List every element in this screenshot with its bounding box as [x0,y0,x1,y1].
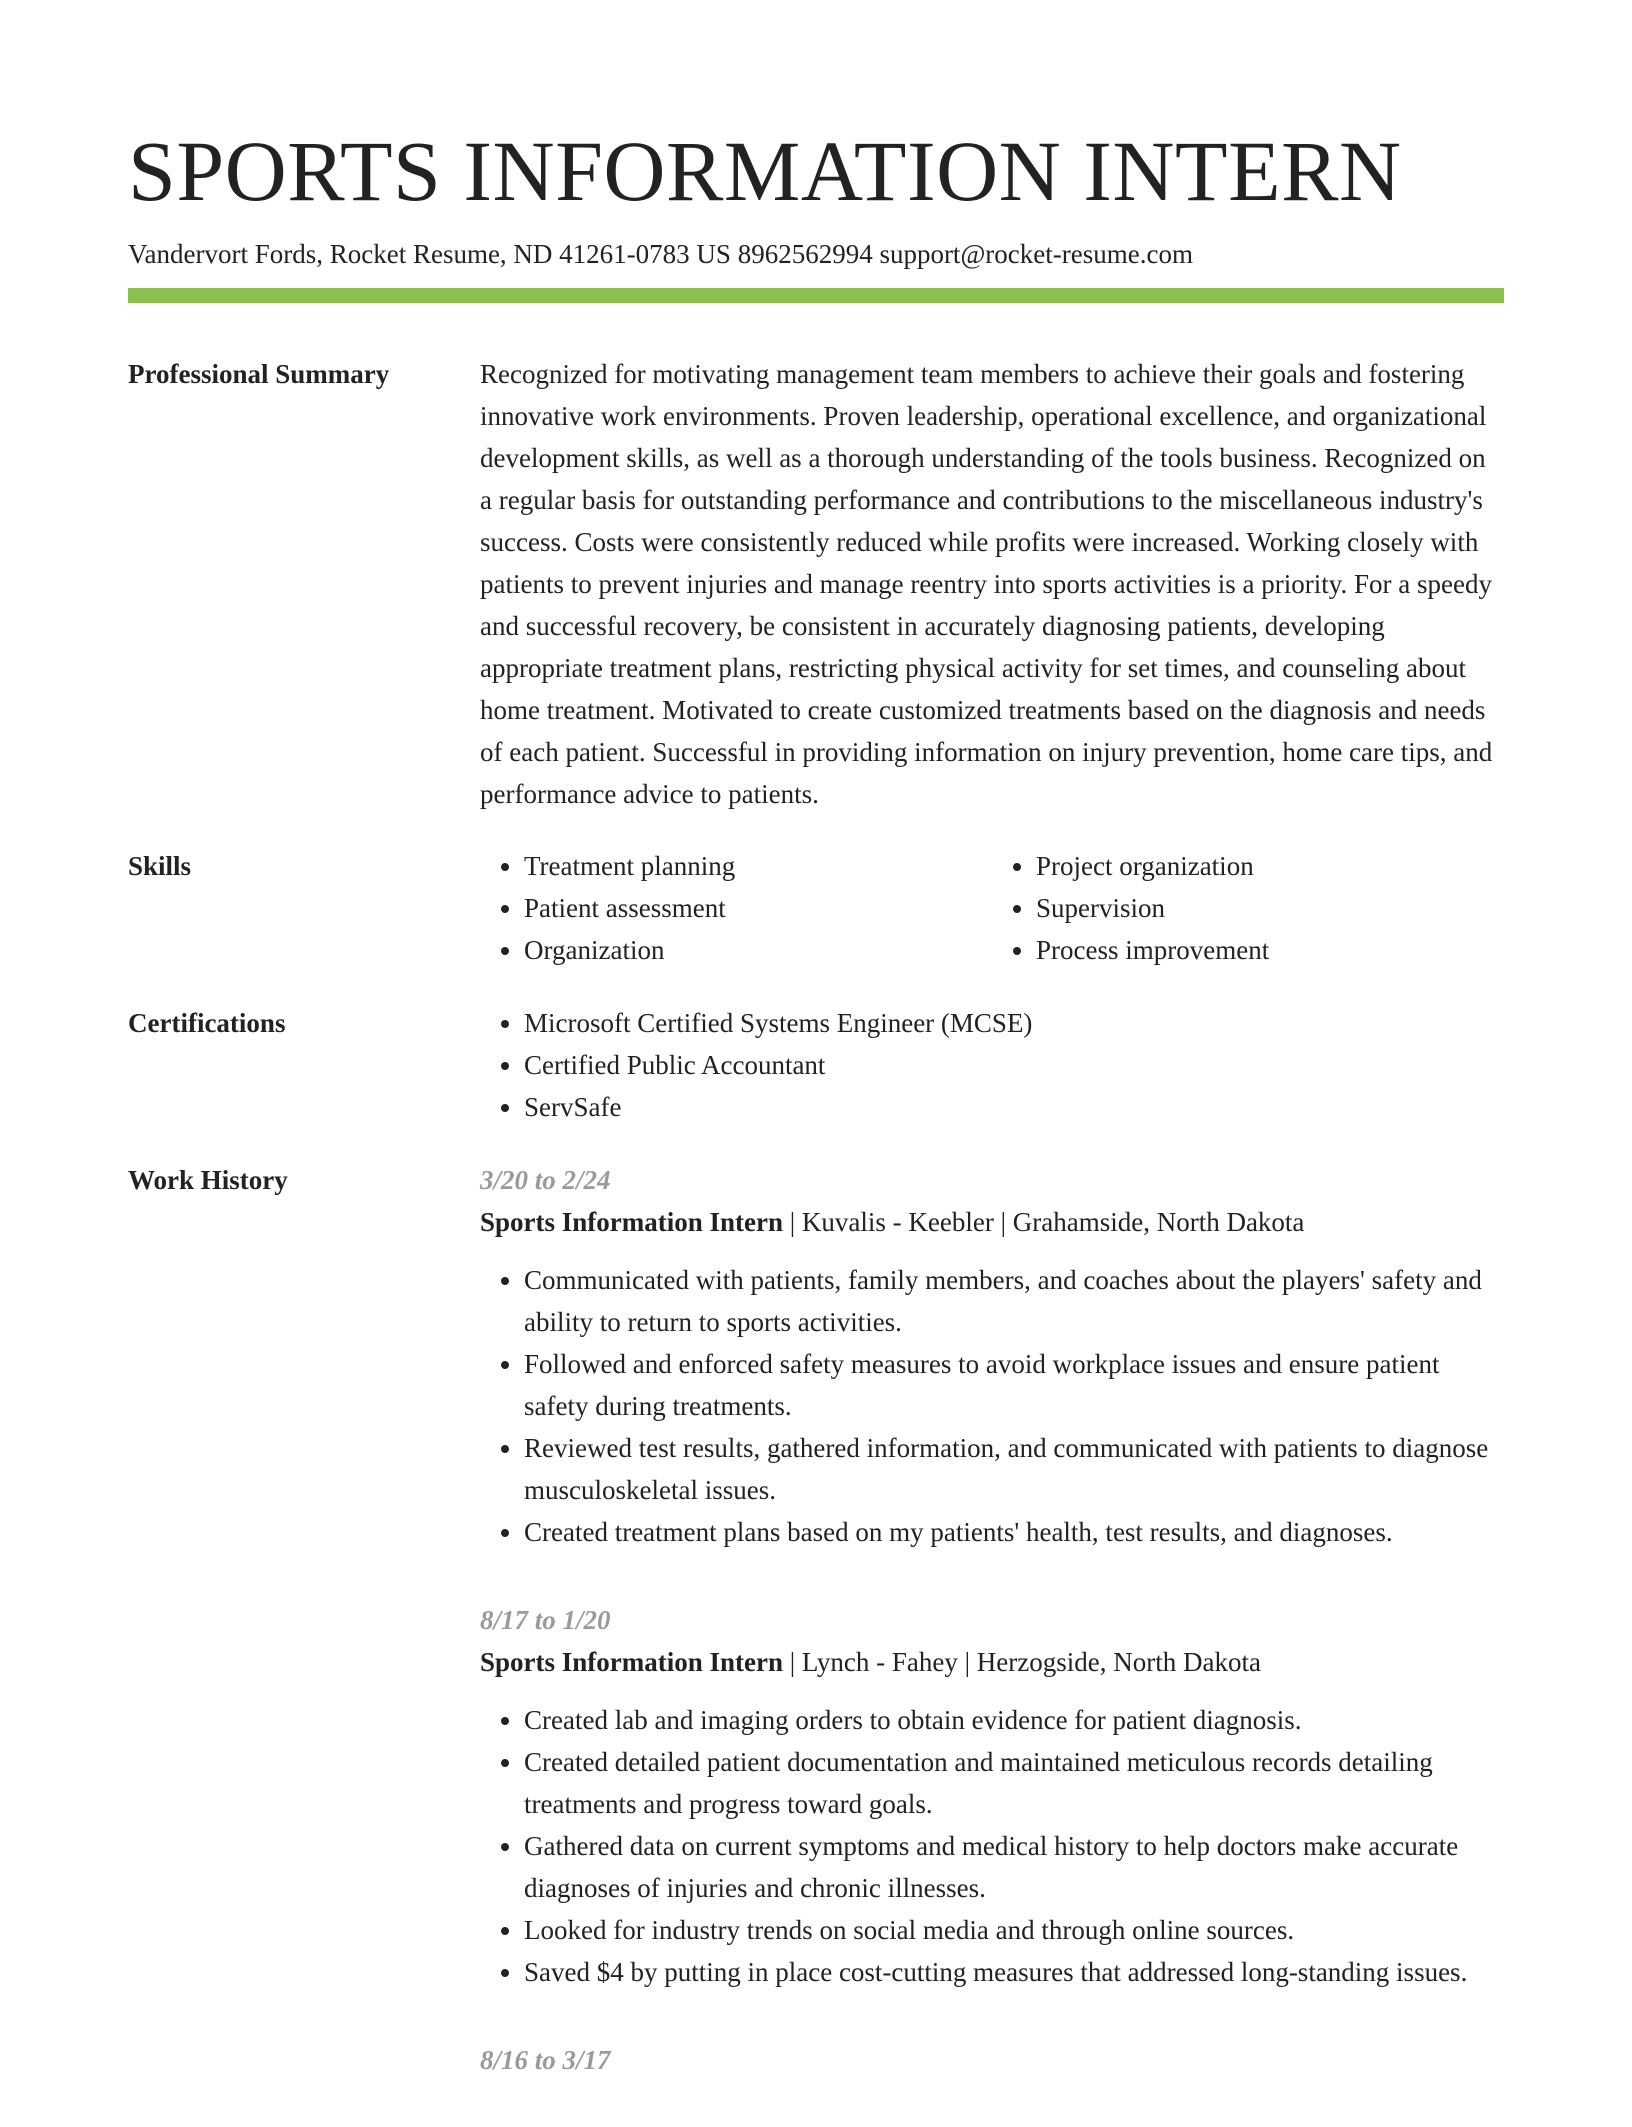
work-history-section [128,1159,1504,2127]
job-bullets [480,1259,1504,1553]
accent-divider [128,288,1504,303]
job-details: | Lynch - Fahey | Herzogside, North Dakota [783,1647,1261,1677]
skills-list-right [992,845,1504,971]
skills-section [128,845,1504,971]
certifications-section [128,1002,1504,1128]
section-label-skills: Skills [128,851,192,881]
job-title: Sports Information Intern [480,1207,784,1237]
skill-item: • Project organization [1036,845,1504,887]
job-bullet: • Created treatment plans based on my patients' health, test results, and diagnoses. [524,1511,1504,1553]
job-title: Sports Information Intern [480,1647,784,1677]
certification-item: • Certified Public Accountant [524,1044,1504,1086]
skill-item: • Patient assessment [524,887,992,929]
section-label-work-history: Work History [128,1165,288,1195]
job-entry [480,2039,1504,2081]
job-details: | Kuvalis - Keebler | Grahamside, North Dakota [783,1207,1305,1237]
section-label-certifications: Certifications [128,1008,286,1038]
job-bullet: • Reviewed test results, gathered information, and communicated with patients to diagnose musculoskeletal issues. [524,1427,1504,1511]
summary-section [128,353,1504,815]
skill-item: • Organization [524,929,992,971]
job-bullet: • Created detailed patient documentation and maintained meticulous records detailing treatments and progress toward goals. [524,1741,1504,1825]
job-entry [480,1599,1504,1993]
job-bullet: • Gathered data on current symptoms and medical history to help doctors make accurate diagnoses of injuries and chronic illnesses. [524,1825,1504,1909]
job-bullet: • Saved $4 by putting in place cost-cutting measures that addressed long-standing issues. [524,1951,1504,1993]
job-entry [480,1159,1504,1553]
job-dates: 8/16 to 3/17 [480,2045,611,2075]
job-bullets [480,1699,1504,1993]
job-bullet: • Communicated with patients, family members, and coaches about the players' safety and ability to return to sports activities. [524,1259,1504,1343]
resume-page [128,0,1504,2127]
resume-name: SPORTS INFORMATION INTERN [128,123,1402,219]
job-dates: 8/17 to 1/20 [480,1605,611,1635]
skills-list-left [480,845,992,971]
certification-item: • ServSafe [524,1086,1504,1128]
contact-line: Vandervort Fords, Rocket Resume, ND 41261-0783 US 8962562994 support@rocket-resume.com [128,239,1193,269]
job-role-line [480,1201,1504,1243]
summary-text: Recognized for motivating management team members to achieve their goals and fostering innovative work environments. Proven leadership, operational excellence, and organizational development skills, as well as a thorough understanding of the tools business. Recognized on a regular basis for outstanding performance and contributions to the miscellaneous industry's success. Costs were consistently reduced while profits were increased. Working closely with patients to prevent injuries and manage reentry into sports activities is a priority. For a speedy and successful recovery, be consistent in accurately diagnosing patients, developing appropriate treatment plans, restricting physical activity for set times, and counseling about home treatment. Motivated to create customized treatments based on the diagnosis and needs of each patient. Successful in providing information on injury prevention, home care tips, and performance advice to patients. [480,359,1493,809]
job-bullet: • Followed and enforced safety measures to avoid workplace issues and ensure patient safety during treatments. [524,1343,1504,1427]
job-role-line [480,1641,1504,1683]
skill-item: • Supervision [1036,887,1504,929]
certification-item: • Microsoft Certified Systems Engineer (MCSE) [524,1002,1504,1044]
certifications-list [480,1002,1504,1128]
skill-item: • Treatment planning [524,845,992,887]
skill-item: • Process improvement [1036,929,1504,971]
job-bullet: • Created lab and imaging orders to obtain evidence for patient diagnosis. [524,1699,1504,1741]
job-bullet: • Looked for industry trends on social media and through online sources. [524,1909,1504,1951]
section-label-summary: Professional Summary [128,359,390,389]
job-dates: 3/20 to 2/24 [480,1165,611,1195]
